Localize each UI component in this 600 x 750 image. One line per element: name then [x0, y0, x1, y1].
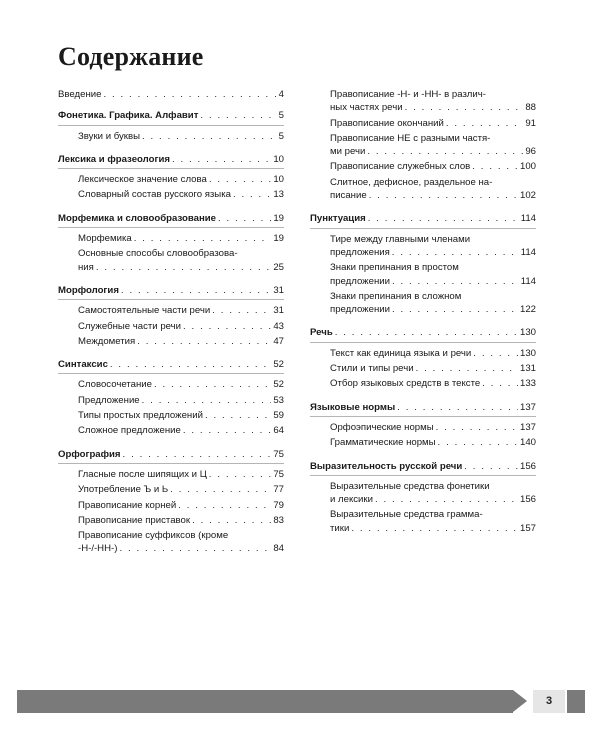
toc-leader: [438, 436, 518, 449]
toc-leader: [142, 130, 277, 143]
toc-leader: [233, 188, 271, 201]
toc-subsection-title-line2: и лексики: [330, 494, 373, 506]
toc-subsection-title: Орфоэпические нормы: [330, 421, 434, 433]
toc-subsection-title: Служебные части речи: [78, 320, 182, 332]
toc-page: 156: [519, 460, 536, 472]
toc-subsection[interactable]: [58, 409, 284, 422]
footer-bar-end: [567, 690, 585, 713]
toc-section[interactable]: [58, 448, 284, 464]
toc-subsection-title-line1: Знаки препинания в сложном: [330, 290, 462, 302]
toc-leader: [405, 101, 524, 114]
toc-subsection[interactable]: [58, 483, 284, 496]
toc-subsection-title: Правописание приставок: [78, 514, 191, 526]
toc-section-title: Морфология: [58, 284, 119, 296]
toc-leader: [416, 362, 518, 375]
toc-page: 13: [273, 189, 284, 201]
toc-subsection[interactable]: [310, 290, 536, 317]
toc-subsection-title: Предложение: [78, 394, 140, 406]
toc-page: 19: [273, 233, 284, 245]
toc-subsection-title: Звуки и буквы: [78, 130, 140, 142]
toc-section-title: Фонетика. Графика. Алфавит: [58, 110, 199, 122]
toc-leader: [103, 88, 276, 101]
toc-column-left: [58, 88, 284, 566]
toc-leader: [218, 212, 271, 225]
toc-leader: [472, 160, 518, 173]
toc-leader: [183, 320, 271, 333]
toc-section[interactable]: [58, 284, 284, 300]
toc-page: 91: [525, 117, 536, 129]
toc-section[interactable]: [310, 212, 536, 228]
toc-group: [58, 153, 284, 202]
toc-subsection-title-line2: ния: [78, 261, 94, 273]
toc-subsection-title-line2: предложении: [330, 275, 390, 287]
toc-leader: [110, 358, 271, 371]
toc-leader: [392, 275, 519, 288]
toc-subsection-title: Правописание корней: [78, 499, 177, 511]
toc-leader: [137, 335, 271, 348]
toc-page: 75: [273, 468, 284, 480]
toc-subsection-title: Самостоятельные части речи: [78, 305, 211, 317]
toc-page: 10: [273, 153, 284, 165]
toc-group: [58, 212, 284, 274]
toc-subsection[interactable]: [58, 335, 284, 348]
toc-section-title: Речь: [310, 327, 333, 339]
toc-leader: [119, 542, 271, 555]
toc-leader: [183, 424, 271, 437]
toc-leader: [200, 109, 276, 122]
toc-group: [58, 109, 284, 143]
toc-section-title: Выразительность русской речи: [310, 460, 463, 472]
toc-leader: [392, 246, 519, 259]
toc-page: 77: [273, 484, 284, 496]
toc-subsection-title: Правописание окончаний: [330, 117, 444, 129]
toc-page: 79: [273, 499, 284, 511]
toc-subsection-title-line1: Правописание -Н- и -НН- в различ-: [330, 89, 486, 100]
page-footer: [17, 690, 585, 713]
toc-page: 53: [273, 394, 284, 406]
toc-section[interactable]: [58, 358, 284, 374]
toc-subsection-title: Морфемика: [78, 233, 132, 245]
toc-page: 88: [525, 102, 536, 114]
toc-subsection-title: Текст как единица языка и речи: [330, 347, 472, 359]
toc-subsection-title-line2: ных частях речи: [330, 102, 403, 114]
toc-leader: [392, 303, 518, 316]
toc-page: 137: [519, 421, 536, 433]
toc-subsection-title-line1: Правописание НЕ с разными частя-: [330, 132, 491, 144]
toc-subsection[interactable]: [58, 247, 284, 274]
toc-leader: [436, 421, 518, 434]
toc-subsection-title-line1: Правописание суффиксов (кроме: [78, 530, 229, 542]
toc-leader: [367, 145, 523, 158]
toc-subsection-title: Отбор языковых средств в тексте: [330, 378, 481, 390]
toc-page: 75: [273, 448, 284, 460]
toc-subsection[interactable]: [310, 233, 536, 260]
toc-subsection[interactable]: [310, 480, 536, 507]
toc-subsection-title-line2: -Н-/-НН-): [78, 543, 118, 555]
toc-group: [310, 401, 536, 450]
toc-subsection[interactable]: [58, 514, 284, 527]
toc-section-title: Пунктуация: [310, 213, 366, 225]
toc-subsection[interactable]: [310, 261, 536, 288]
toc-subsection-title: Словарный состав русского языка: [78, 189, 231, 201]
toc-subsection-title-line2: предложении: [330, 304, 390, 316]
toc-leader: [96, 261, 271, 274]
toc-subsection[interactable]: [310, 508, 536, 535]
toc-page: 59: [273, 410, 284, 422]
toc-leader: [369, 189, 518, 202]
toc-leader: [482, 377, 518, 390]
toc-subsection-title-line2: предложения: [330, 246, 390, 258]
toc-subsection-title: Лексическое значение слова: [78, 174, 207, 186]
toc-page: 31: [273, 284, 284, 296]
toc-leader: [464, 460, 518, 473]
page-title: Содержание: [58, 42, 204, 71]
toc-page: 100: [519, 161, 536, 173]
toc-subsection[interactable]: [58, 188, 284, 201]
toc-section[interactable]: [58, 88, 284, 101]
toc-page: 31: [273, 305, 284, 317]
toc-subsection-title-line1: Тире между главными членами: [330, 233, 471, 245]
toc-subsection-title-line1: Выразительные средства грамма-: [330, 509, 483, 521]
toc-section[interactable]: [310, 401, 536, 417]
toc-subsection[interactable]: [58, 529, 284, 556]
toc-page: 133: [519, 378, 536, 390]
toc-page: 52: [273, 379, 284, 391]
toc-leader: [134, 232, 272, 245]
toc-group: [310, 88, 536, 202]
toc-page: 43: [273, 320, 284, 332]
toc-subsection-title-line1: Слитное, дефисное, раздельное на-: [330, 176, 493, 188]
toc-section-title: Морфемика и словообразование: [58, 212, 216, 224]
toc-leader: [209, 468, 272, 481]
toc-page: 156: [519, 494, 536, 506]
toc-leader: [375, 493, 518, 506]
toc-leader: [351, 522, 518, 535]
toc-leader: [205, 409, 271, 422]
toc-leader: [192, 514, 271, 527]
toc-page: 5: [278, 130, 284, 142]
toc-section[interactable]: [58, 212, 284, 228]
toc-subsection-title-line2: ми речи: [330, 146, 366, 158]
toc-page: 84: [273, 543, 284, 555]
toc-group: [58, 358, 284, 437]
toc-group: [58, 448, 284, 556]
toc-section-title: Языковые нормы: [310, 401, 396, 413]
toc-page: 64: [273, 425, 284, 437]
toc-subsection-title-line1: Знаки препинания в простом: [330, 262, 459, 274]
toc-group: [310, 212, 536, 316]
toc-subsection-title: Междометия: [78, 335, 136, 347]
toc-leader: [142, 394, 272, 407]
toc-section[interactable]: [58, 109, 284, 125]
toc-subsection-title: Типы простых предложений: [78, 410, 203, 422]
toc-section-title: Синтаксис: [58, 359, 108, 371]
toc-section-title: Орфография: [58, 448, 121, 460]
toc-leader: [397, 401, 518, 414]
toc-subsection[interactable]: [58, 424, 284, 437]
toc-group: [310, 326, 536, 390]
toc-group: [310, 460, 536, 535]
toc-section[interactable]: [58, 153, 284, 169]
toc-subsection[interactable]: [58, 320, 284, 333]
toc-page: 114: [520, 246, 536, 258]
toc-subsection-title: Гласные после шипящих и Ц: [78, 468, 207, 480]
toc-page: 47: [273, 335, 284, 347]
toc-leader: [368, 212, 519, 225]
toc-subsection[interactable]: [58, 394, 284, 407]
toc-leader: [473, 347, 518, 360]
toc-subsection-title-line2: тики: [330, 522, 350, 534]
toc-subsection-title-line1: Выразительные средства фонетики: [330, 480, 490, 492]
toc-page: 140: [519, 437, 536, 449]
toc-subsection[interactable]: [310, 160, 536, 173]
toc-subsection-title: Правописание служебных слов: [330, 161, 471, 173]
toc-section[interactable]: [310, 460, 536, 476]
toc-subsection[interactable]: [58, 468, 284, 481]
toc-page: 102: [519, 190, 536, 202]
toc-subsection[interactable]: [310, 377, 536, 390]
toc-leader: [209, 173, 271, 186]
toc-leader: [172, 153, 271, 166]
toc-page: 4: [278, 89, 284, 100]
toc-subsection-title: Словосочетание: [78, 379, 152, 391]
toc-page: 10: [273, 174, 284, 186]
toc-subsection[interactable]: [58, 130, 284, 143]
toc-leader: [170, 483, 271, 496]
toc-leader: [178, 499, 271, 512]
toc-page: 130: [519, 327, 536, 339]
toc-page: 5: [278, 110, 284, 122]
toc-page: 96: [525, 146, 536, 158]
toc-subsection[interactable]: [310, 362, 536, 375]
toc-leader: [335, 326, 518, 339]
toc-column-right: [310, 88, 536, 545]
toc-subsection[interactable]: [310, 347, 536, 360]
toc-page: 130: [519, 347, 536, 359]
toc-subsection-title: Употребление Ъ и Ь: [78, 484, 169, 496]
toc-subsection-title: Сложное предложение: [78, 425, 181, 437]
toc-section-title: Лексика и фразеология: [58, 153, 170, 165]
toc-leader: [446, 117, 523, 130]
toc-page: 83: [273, 514, 284, 526]
toc-subsection[interactable]: [58, 378, 284, 391]
toc-subsection[interactable]: [58, 173, 284, 186]
toc-subsection-title: Стили и типы речи: [330, 363, 414, 375]
toc-section[interactable]: [310, 326, 536, 342]
toc-leader: [121, 284, 271, 297]
toc-subsection[interactable]: [310, 176, 536, 203]
toc-subsection[interactable]: [310, 421, 536, 434]
toc-subsection[interactable]: [310, 436, 536, 449]
footer-bar: [17, 690, 513, 713]
toc-page: 19: [273, 212, 284, 224]
toc-subsection[interactable]: [58, 232, 284, 245]
toc-leader: [212, 304, 271, 317]
toc-page: 25: [273, 261, 284, 273]
toc-page: 114: [520, 213, 536, 225]
toc-page: 137: [519, 401, 536, 413]
toc-page: 52: [273, 359, 284, 371]
toc-subsection[interactable]: [310, 117, 536, 130]
toc-subsection-title-line1: Основные способы словообразова-: [78, 248, 238, 260]
toc-page: 157: [519, 522, 536, 534]
toc-subsection[interactable]: [58, 499, 284, 512]
toc-subsection[interactable]: [310, 88, 536, 115]
toc-page: 131: [519, 363, 536, 375]
toc-subsection-title-line2: писание: [330, 190, 367, 202]
toc-leader: [154, 378, 271, 391]
chevron-right-icon: [513, 690, 527, 712]
toc-subsection-title: Грамматические нормы: [330, 437, 436, 449]
toc-section-title: Введение: [58, 89, 102, 100]
toc-page: 122: [519, 304, 536, 316]
page-number: 3: [533, 690, 565, 713]
toc-group: [58, 284, 284, 348]
toc-page: 114: [520, 275, 536, 287]
toc-subsection[interactable]: [310, 132, 536, 159]
toc-subsection[interactable]: [58, 304, 284, 317]
toc-leader: [123, 448, 272, 461]
